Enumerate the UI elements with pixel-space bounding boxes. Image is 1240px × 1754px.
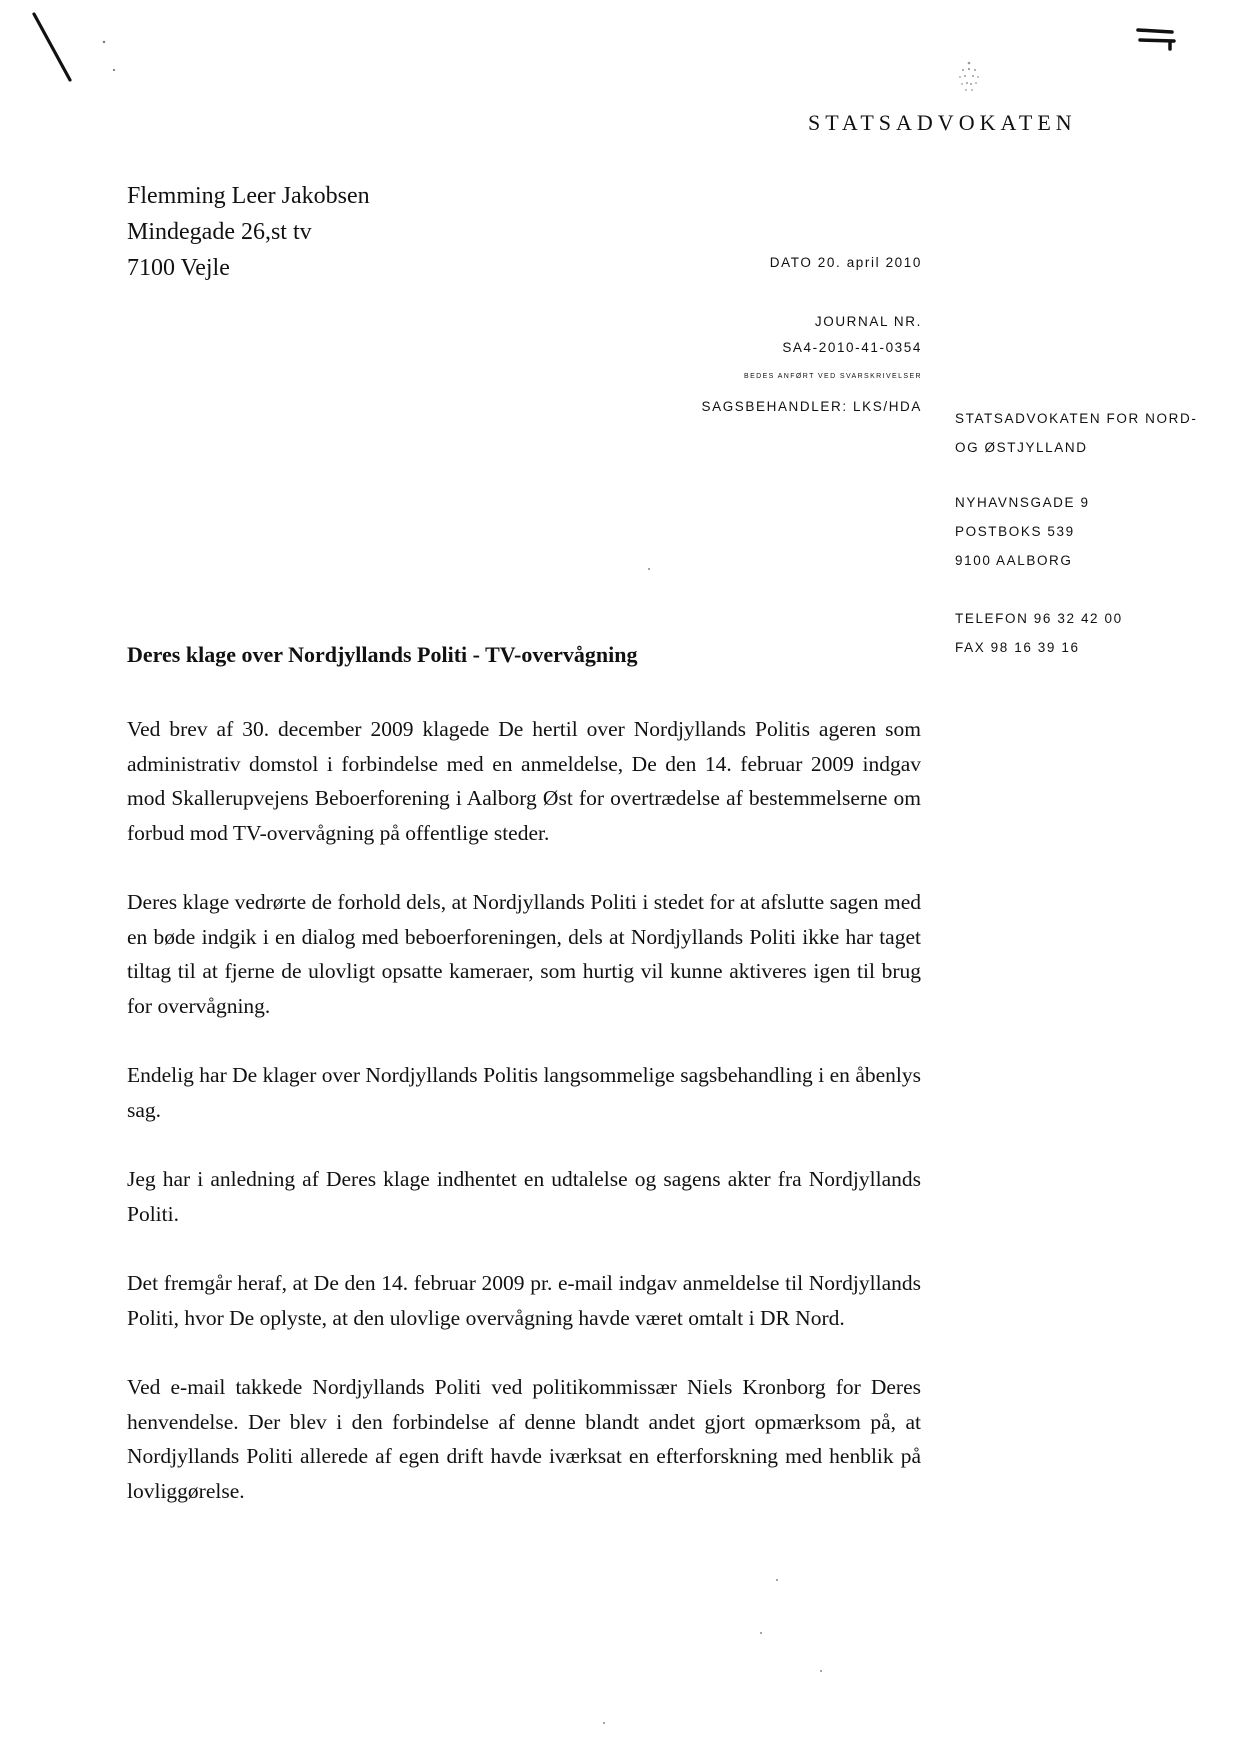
body-paragraph: Det fremgår heraf, at De den 14. februar 2009 pr. e-mail indgav anmeldelse til Nordjyllands Politi, hvor De oplyste, at den ulovlige overvågning havde været omtalt i DR Nord. [127, 1271, 921, 1330]
scan-corner-mark [1130, 22, 1190, 52]
body-paragraph: Jeg har i anledning af Deres klage indhentet en udtalelse og sagens akter fra Nordjyllands Politi. [127, 1167, 921, 1226]
office-phone: TELEFON 96 32 42 00 [955, 611, 1123, 626]
scan-speck [776, 1579, 778, 1581]
letter-subject: Deres klage over Nordjyllands Politi - TV-overvågning [127, 642, 638, 667]
recipient-street: Mindegade 26,st tv [127, 219, 312, 245]
recipient-name: Flemming Leer Jakobsen [127, 183, 370, 209]
scan-speck [603, 1722, 605, 1724]
office-city: 9100 AALBORG [955, 553, 1073, 568]
office-address [955, 488, 1090, 575]
scan-speck [820, 1670, 822, 1672]
journal-number: SA4-2010-41-0354 [782, 340, 922, 355]
body-paragraph: Ved e-mail takkede Nordjyllands Politi ved politikommissær Niels Kronborg for Deres henvendelse. Der blev i den forbindelse af denne blandt andet gjort opmærksom på, at Nordjyllands Politi allerede af egen drift havde iværksat en efterforskning med henblik på lovliggørelse. [127, 1375, 921, 1503]
recipient-address [127, 178, 370, 286]
office-name-line2: OG ØSTJYLLAND [955, 440, 1088, 455]
body-paragraph: Endelig har De klager over Nordjyllands Politis langsommelige sagsbehandling i en åbenlys sag. [127, 1063, 921, 1122]
crown-crest-icon [952, 58, 986, 98]
journal-label: JOURNAL NR. [814, 314, 922, 329]
scan-speck [760, 1632, 762, 1634]
letterhead-org-name: STATSADVOKATEN [808, 110, 1077, 135]
office-name [955, 404, 1197, 462]
recipient-city: 7100 Vejle [127, 255, 230, 281]
reply-note: BEDES ANFØRT VED SVARSKRIVELSER [744, 373, 922, 380]
office-street: NYHAVNSGADE 9 [955, 495, 1090, 510]
body-paragraph: Ved brev af 30. december 2009 klagede De hertil over Nordjyllands Politis ageren som administrativ domstol i forbindelse med en anmeldelse, De den 14. februar 2009 indgav mod Skallerupvejens Beboerforening i Aalborg Øst for overtrædelse af bestemmelserne om forbud mod TV-overvågning på offentlige steder. [127, 717, 921, 845]
office-fax: FAX 98 16 39 16 [955, 640, 1080, 655]
office-pobox: POSTBOKS 539 [955, 524, 1075, 539]
office-name-line1: STATSADVOKATEN FOR NORD- [955, 411, 1198, 426]
scan-slash-mark [22, 6, 132, 96]
office-contact [955, 604, 1123, 662]
case-handler: SAGSBEHANDLER: LKS/HDA [701, 399, 922, 414]
letter-body [127, 712, 921, 1543]
scan-speck [648, 568, 650, 570]
letter-date: DATO 20. april 2010 [769, 255, 922, 270]
body-paragraph: Deres klage vedrørte de forhold dels, at Nordjyllands Politi i stedet for at afslutte sagen med en bøde indgik i en dialog med beboerforeningen, dels at Nordjyllands Politi ikke har taget tiltag til at fjerne de ulovligt opsatte kameraer, som hurtig vil kunne aktiveres igen til brug for overvågning. [127, 890, 921, 1018]
